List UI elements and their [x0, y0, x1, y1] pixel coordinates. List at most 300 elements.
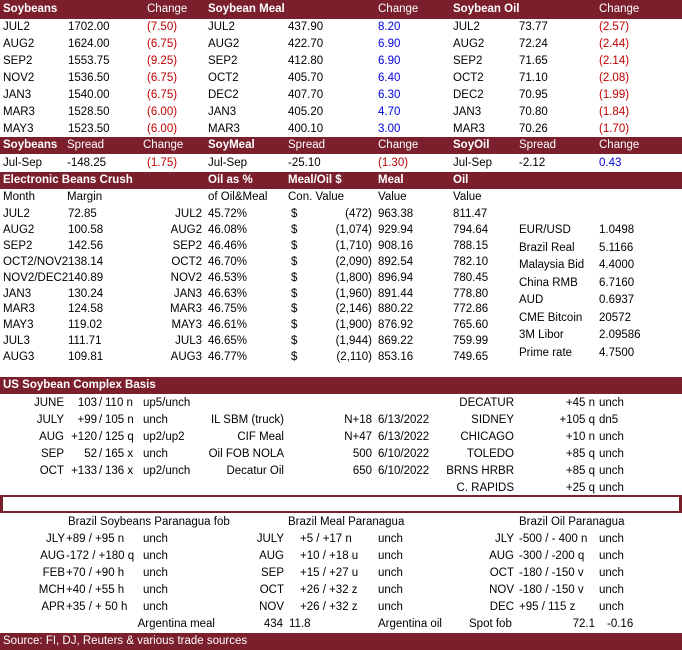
crush-meal-value: 853.16 — [378, 351, 414, 364]
basis-bid: 52 — [84, 448, 97, 460]
crush-conv-value: (1,800) — [335, 271, 372, 284]
crush-meal-value: 896.94 — [378, 271, 414, 284]
crush-month: MAR3 — [3, 303, 35, 316]
brazil-soy-value: +89 / +95 n — [66, 533, 125, 545]
crush-oil-value: 772.86 — [453, 303, 489, 316]
spread-meal-value: -25.10 — [288, 157, 321, 169]
crush-conv-value: (1,710) — [335, 239, 372, 252]
brazil-soy-value: +40 / +55 h — [66, 584, 125, 596]
soybeans-price: 1528.50 — [68, 106, 110, 118]
soybeans-price: 1523.50 — [68, 123, 110, 135]
crush-month: NOV2/DEC2 — [3, 271, 69, 284]
market-label: Prime rate — [519, 346, 573, 359]
brazil-oil-value: -180 / -150 v — [519, 567, 584, 579]
brazil-meal-change: unch — [378, 567, 403, 579]
crush-mealoil-header: Meal/Oil $ — [288, 174, 342, 186]
soybeans-month: NOV2 — [3, 72, 35, 84]
spread-meal-header: SoyMeal — [208, 139, 255, 151]
crush-currency: $ — [291, 335, 298, 348]
oil-price: 73.77 — [519, 21, 548, 33]
spread-oil-value: -2.12 — [519, 157, 546, 169]
basis-month: SEP — [40, 448, 64, 460]
basis-month: OCT — [39, 465, 64, 477]
brazil-oil-value: -300 / -200 q — [519, 550, 585, 562]
brazil-meal-month: NOV — [259, 601, 284, 613]
meal-change: 4.70 — [378, 106, 401, 118]
spread-meal-label: Jul-Sep — [208, 157, 247, 169]
brazil-meal-change: unch — [378, 584, 403, 596]
basis-product-date: 6/10/2022 — [378, 448, 430, 460]
soybeans-month: JAN3 — [3, 89, 32, 101]
basis-location: CHICAGO — [460, 431, 514, 443]
crush-oil-value: 749.65 — [453, 351, 489, 364]
crush-oil-value: 778.80 — [453, 287, 489, 300]
argentina-meal-value: 434 — [263, 618, 283, 630]
crush-oil-value: 765.60 — [453, 319, 489, 332]
crush-oil-pct: 46.75% — [208, 303, 248, 316]
oil-month: DEC2 — [453, 89, 484, 101]
brazil-oil-change: unch — [599, 584, 624, 596]
meal-price: 407.70 — [288, 89, 324, 101]
basis-bid: 103 — [77, 397, 97, 409]
basis-ask: 110 n — [105, 397, 133, 409]
meal-change: 6.40 — [378, 72, 401, 84]
crush-margin: 100.58 — [68, 223, 104, 236]
basis-location: SIDNEY — [471, 414, 514, 426]
brazil-oil-month: OCT — [489, 567, 514, 579]
basis-location: DECATUR — [459, 397, 514, 409]
crush-sub-value-meal: Value — [378, 191, 407, 203]
soybeans-change-header: Change — [147, 3, 188, 15]
crush-oil-pct: 46.65% — [208, 335, 248, 348]
crush-meal-value: 908.16 — [378, 239, 414, 252]
basis-product-label: Oil FOB NOLA — [208, 448, 284, 460]
basis-month: JULY — [36, 414, 64, 426]
basis-location-value: +25 q — [565, 482, 595, 494]
spread-oil-change: 0.43 — [599, 157, 622, 169]
brazil-soy-value: -172 / +180 q — [66, 550, 135, 562]
spread-soy-value: -148.25 — [67, 157, 107, 169]
soybeans-price: 1624.00 — [68, 38, 110, 50]
spread-oil-spread-header: Spread — [519, 139, 557, 151]
crush-conv-value: (472) — [345, 208, 372, 220]
crush-month: SEP2 — [3, 239, 33, 252]
crush-conv-value: (1,074) — [335, 223, 372, 236]
basis-sep: / — [99, 431, 103, 443]
basis-sep: / — [99, 397, 103, 409]
basis-location-value: +85 q — [565, 448, 595, 460]
brazil-meal-month: SEP — [260, 567, 284, 579]
spread-meal-spread-header: Spread — [288, 139, 326, 151]
soybeans-price: 1702.00 — [68, 21, 110, 33]
crush-conv-value: (1,900) — [335, 319, 372, 332]
crush-currency: $ — [291, 287, 298, 300]
brazil-separator-box — [3, 497, 679, 511]
meal-month: MAR3 — [208, 123, 240, 135]
basis-title: US Soybean Complex Basis — [3, 379, 156, 391]
oil-price: 70.95 — [519, 89, 548, 101]
spread-meal-change: (1.30) — [378, 157, 409, 169]
crush-currency: $ — [291, 351, 298, 364]
brazil-oil-month: JLY — [495, 533, 514, 545]
crush-currency: $ — [291, 319, 298, 332]
meal-month: SEP2 — [208, 55, 238, 67]
market-label: AUD — [519, 294, 544, 306]
crush-month: JUL3 — [3, 335, 30, 348]
soybeans-change: (6.75) — [147, 72, 178, 84]
brazil-oil-month: DEC — [489, 601, 514, 613]
soybeans-month: AUG2 — [3, 38, 35, 50]
brazil-soy-title: Brazil Soybeans Paranagua fob — [68, 516, 230, 528]
meal-change: 6.30 — [378, 89, 401, 101]
crush-month-2: AUG3 — [170, 351, 202, 364]
basis-location-change: unch — [599, 482, 624, 494]
soybeans-change: (9.25) — [147, 55, 178, 67]
crush-meal-value: 891.44 — [378, 287, 414, 300]
crush-currency: $ — [291, 208, 298, 220]
basis-product-label: IL SBM (truck) — [210, 414, 284, 426]
oil-change: (1.99) — [599, 89, 630, 101]
crush-title: Electronic Beans Crush — [3, 174, 133, 186]
oil-price: 72.24 — [519, 38, 548, 50]
brazil-soy-month: JLY — [46, 533, 65, 545]
brazil-meal-change: unch — [378, 550, 403, 562]
spread-soy-spread-header: Spread — [67, 139, 105, 151]
crush-margin: 140.89 — [68, 271, 104, 284]
brazil-oil-change: unch — [599, 567, 624, 579]
meal-change: 6.90 — [378, 55, 401, 67]
crush-sub-ofoil: of Oil&Meal — [208, 191, 268, 203]
soybeans-change: (6.00) — [147, 106, 178, 118]
basis-product-value: 500 — [352, 448, 372, 460]
oil-month: JAN3 — [453, 106, 482, 118]
brazil-soy-month: APR — [41, 601, 65, 613]
meal-change: 8.20 — [378, 21, 401, 33]
crush-conv-value: (2,090) — [335, 255, 372, 268]
spread-soy-header: Soybeans — [3, 139, 58, 151]
crush-month-2: SEP2 — [172, 239, 202, 252]
soybeans-month: MAY3 — [3, 123, 34, 135]
crush-conv-value: (2,146) — [335, 303, 372, 316]
market-label: CME Bitcoin — [519, 311, 583, 324]
oil-header: Soybean Oil — [453, 3, 520, 15]
crush-sub-month: Month — [3, 191, 35, 203]
meal-price: 412.80 — [288, 55, 324, 67]
crush-oil-value: 782.10 — [453, 255, 489, 268]
basis-location: TOLEDO — [466, 448, 514, 460]
brazil-meal-value: +26 / +32 z — [300, 584, 358, 596]
meal-change-header: Change — [378, 3, 419, 15]
basis-change: unch — [143, 414, 168, 426]
crush-sub-value-oil: Value — [453, 191, 482, 203]
meal-change: 6.90 — [378, 38, 401, 50]
soybeans-change: (7.50) — [147, 21, 178, 33]
crush-margin: 72.85 — [68, 208, 97, 220]
basis-location: C. RAPIDS — [456, 482, 514, 494]
argentina-oil-change: -0.16 — [607, 618, 634, 630]
soybeans-change: (6.75) — [147, 89, 178, 101]
argentina-oil-spot-label: Spot fob — [469, 618, 512, 630]
meal-month: JAN3 — [208, 106, 237, 118]
crush-currency: $ — [291, 239, 298, 252]
brazil-meal-value: +26 / +32 z — [300, 601, 358, 613]
basis-sep: / — [99, 414, 103, 426]
market-value: 0.6937 — [599, 294, 635, 306]
meal-price: 437.90 — [288, 21, 324, 33]
spread-meal-change-header: Change — [378, 139, 419, 151]
brazil-oil-value: -500 / - 400 n — [519, 533, 588, 545]
crush-month-2: OCT2 — [171, 255, 202, 268]
brazil-soy-value: +70 / +90 h — [66, 567, 125, 579]
basis-product-label: CIF Meal — [237, 431, 284, 443]
market-value: 1.0498 — [599, 224, 635, 236]
basis-product-date: 6/13/2022 — [378, 431, 430, 443]
crush-oil-pct: 46.70% — [208, 255, 248, 268]
basis-product-date: 6/10/2022 — [378, 465, 430, 477]
brazil-meal-value: +5 / +17 n — [300, 533, 352, 545]
crush-oil-value: 811.47 — [453, 208, 488, 220]
crush-oil-value: 794.64 — [453, 223, 489, 236]
brazil-meal-month: OCT — [259, 584, 284, 596]
spread-soy-change: (1.75) — [147, 157, 178, 169]
crush-month-2: JUL2 — [175, 208, 202, 220]
meal-change: 3.00 — [378, 123, 401, 135]
basis-location-change: dn5 — [599, 414, 619, 426]
oil-price: 71.10 — [519, 72, 548, 84]
brazil-soy-change: unch — [143, 533, 168, 545]
basis-product-date: 6/13/2022 — [378, 414, 430, 426]
market-label: Malaysia Bid — [519, 259, 585, 271]
basis-change: up2/unch — [143, 465, 191, 477]
market-value: 4.4000 — [599, 259, 635, 271]
oil-change: (1.70) — [599, 123, 630, 135]
crush-month-2: MAY3 — [171, 319, 202, 332]
crush-month: AUG2 — [3, 223, 35, 236]
brazil-meal-month: AUG — [259, 550, 284, 562]
market-value: 4.7500 — [599, 346, 635, 359]
basis-bid: +133 — [71, 465, 97, 477]
crush-month-2: JUL3 — [175, 335, 202, 348]
brazil-meal-change: unch — [378, 533, 403, 545]
futures-header-band — [0, 0, 682, 19]
meal-month: OCT2 — [208, 72, 239, 84]
crush-margin: 124.58 — [68, 303, 104, 316]
market-value: 6.7160 — [599, 276, 635, 289]
brazil-oil-value: +95 / 115 z — [519, 601, 576, 613]
oil-change: (2.44) — [599, 38, 630, 50]
brazil-oil-month: NOV — [489, 584, 514, 596]
brazil-soy-change: unch — [143, 584, 168, 596]
market-value: 5.1166 — [599, 241, 634, 254]
crush-month: MAY3 — [3, 319, 34, 332]
basis-location-change: unch — [599, 431, 624, 443]
oil-price: 70.26 — [519, 123, 548, 135]
crush-month: AUG3 — [3, 351, 35, 364]
crush-currency: $ — [291, 271, 298, 284]
basis-month: AUG — [39, 431, 64, 443]
basis-location-value: +105 q — [559, 414, 595, 426]
argentina-meal-change: 11.8 — [289, 618, 311, 630]
brazil-oil-value: -180 / -150 v — [519, 584, 584, 596]
basis-location-change: unch — [599, 397, 624, 409]
oil-month: OCT2 — [453, 72, 484, 84]
brazil-oil-change: unch — [599, 550, 624, 562]
source-note: Source: FI, DJ, Reuters & various trade sources — [3, 635, 248, 647]
crush-conv-value: (1,944) — [335, 335, 372, 348]
crush-currency: $ — [291, 255, 298, 268]
crush-oil-value: 788.15 — [453, 239, 489, 252]
soybeans-price: 1553.75 — [68, 55, 110, 67]
brazil-oil-change: unch — [599, 601, 624, 613]
brazil-meal-change: unch — [378, 601, 403, 613]
crush-oil-pct: 46.61% — [208, 319, 248, 332]
crush-oil-value: 780.45 — [453, 271, 489, 284]
market-label: 3M Libor — [519, 329, 564, 341]
market-value: 2.09586 — [599, 329, 641, 341]
meal-price: 400.10 — [288, 123, 324, 135]
oil-price: 71.65 — [519, 55, 548, 67]
crush-month-2: MAR3 — [170, 303, 202, 316]
crush-margin: 138.14 — [68, 255, 104, 268]
basis-sep: / — [99, 465, 103, 477]
basis-product-value: 650 — [352, 465, 372, 477]
brazil-oil-change: unch — [599, 533, 624, 545]
oil-change: (1.84) — [599, 106, 630, 118]
crush-margin: 130.24 — [68, 287, 104, 300]
oil-month: JUL2 — [453, 21, 480, 33]
basis-ask: 125 q — [105, 431, 134, 443]
crush-meal-value: 876.92 — [378, 319, 414, 332]
crush-meal-value: 892.54 — [378, 255, 414, 268]
crush-month: OCT2/NOV2 — [3, 255, 69, 268]
crush-meal-value: 963.38 — [378, 208, 414, 220]
brazil-soy-month: FEB — [42, 567, 65, 579]
meal-header: Soybean Meal — [208, 3, 285, 15]
crush-margin: 109.81 — [68, 351, 104, 364]
basis-change: up5/unch — [143, 397, 191, 409]
oil-change: (2.08) — [599, 72, 630, 84]
meal-price: 422.70 — [288, 38, 324, 50]
soybeans-change: (6.00) — [147, 123, 178, 135]
crush-meal-value: 869.22 — [378, 335, 414, 348]
brazil-meal-value: +15 / +27 u — [300, 567, 359, 579]
basis-product-value: N+47 — [344, 431, 372, 443]
oil-price: 70.80 — [519, 106, 548, 118]
oil-change: (2.14) — [599, 55, 630, 67]
basis-ask: 105 n — [105, 414, 134, 426]
soybeans-price: 1536.50 — [68, 72, 110, 84]
brazil-soy-change: unch — [143, 550, 168, 562]
spread-oil-header: SoyOil — [453, 139, 490, 151]
market-label: Brazil Real — [519, 241, 575, 254]
crush-month-2: JAN3 — [173, 287, 202, 300]
crush-currency: $ — [291, 303, 298, 316]
oil-month: SEP2 — [453, 55, 483, 67]
crush-meal-value: 880.22 — [378, 303, 414, 316]
oil-month: MAR3 — [453, 123, 485, 135]
oil-change-header: Change — [599, 3, 640, 15]
basis-sep: / — [99, 448, 103, 460]
basis-month: JUNE — [33, 397, 64, 409]
soybeans-price: 1540.00 — [68, 89, 110, 101]
brazil-soy-value: +35 / + 50 h — [66, 601, 128, 613]
market-label: EUR/USD — [519, 224, 571, 236]
spread-oil-label: Jul-Sep — [453, 157, 492, 169]
basis-location-value: +85 q — [565, 465, 595, 477]
brazil-soy-change: unch — [143, 567, 168, 579]
crush-conv-value: (1,960) — [335, 287, 372, 300]
crush-month-2: AUG2 — [170, 223, 202, 236]
crush-oil-header: Oil — [453, 174, 469, 186]
meal-price: 405.20 — [288, 106, 324, 118]
basis-location-change: unch — [599, 465, 624, 477]
brazil-meal-month: JULY — [256, 533, 284, 545]
basis-product-label: Decatur Oil — [226, 465, 284, 477]
soybeans-header: Soybeans — [3, 3, 58, 15]
oil-month: AUG2 — [453, 38, 485, 50]
crush-oil-pct: 46.46% — [208, 239, 248, 252]
crush-currency: $ — [291, 223, 298, 236]
market-label: China RMB — [519, 276, 578, 289]
meal-month: DEC2 — [208, 89, 239, 101]
argentina-oil-value: 72.1 — [572, 618, 595, 630]
basis-ask: 136 x — [105, 465, 134, 477]
spread-oil-change-header: Change — [599, 139, 640, 151]
soybeans-month: JUL2 — [3, 21, 30, 33]
soybeans-month: MAR3 — [3, 106, 35, 118]
brazil-oil-title: Brazil Oil Paranagua — [519, 516, 625, 528]
crush-conv-value: (2,110) — [336, 351, 372, 364]
brazil-soy-month: MCH — [38, 584, 65, 596]
market-value: 20572 — [599, 311, 631, 324]
soybeans-month: SEP2 — [3, 55, 33, 67]
argentina-oil-label: Argentina oil — [378, 618, 442, 630]
spread-soy-label: Jul-Sep — [3, 157, 42, 169]
crush-sub-conv: Con. Value — [288, 191, 345, 203]
crush-oilpct-header: Oil as % — [208, 174, 253, 186]
meal-month: JUL2 — [208, 21, 235, 33]
crush-margin: 119.02 — [68, 319, 103, 332]
crush-oil-pct: 46.63% — [208, 287, 248, 300]
meal-month: AUG2 — [208, 38, 240, 50]
crush-oil-pct: 45.72% — [208, 208, 248, 220]
spread-soy-change-header: Change — [143, 139, 184, 151]
crush-oil-value: 759.99 — [453, 335, 489, 348]
crush-oil-pct: 46.08% — [208, 223, 248, 236]
brazil-soy-change: unch — [143, 601, 168, 613]
basis-location-value: +10 n — [565, 431, 595, 443]
brazil-meal-title: Brazil Meal Paranagua — [288, 516, 405, 528]
crush-month: JAN3 — [3, 287, 32, 300]
oil-change: (2.57) — [599, 21, 630, 33]
crush-month: JUL2 — [3, 208, 30, 220]
basis-change: unch — [143, 448, 168, 460]
meal-price: 405.70 — [288, 72, 324, 84]
crush-meal-value: 929.94 — [378, 223, 414, 236]
crush-margin: 111.71 — [68, 335, 102, 348]
soybeans-change: (6.75) — [147, 38, 178, 50]
brazil-oil-month: AUG — [489, 550, 514, 562]
crush-month-2: NOV2 — [170, 271, 202, 284]
crush-oil-pct: 46.77% — [208, 351, 248, 364]
basis-change: up2/up2 — [143, 431, 185, 443]
basis-bid: +99 — [77, 414, 97, 426]
crush-sub-margin: Margin — [67, 191, 103, 203]
crush-meal-header: Meal — [378, 174, 404, 186]
basis-ask: 165 x — [105, 448, 134, 460]
brazil-soy-month: AUG — [40, 550, 65, 562]
basis-location-change: unch — [599, 448, 624, 460]
